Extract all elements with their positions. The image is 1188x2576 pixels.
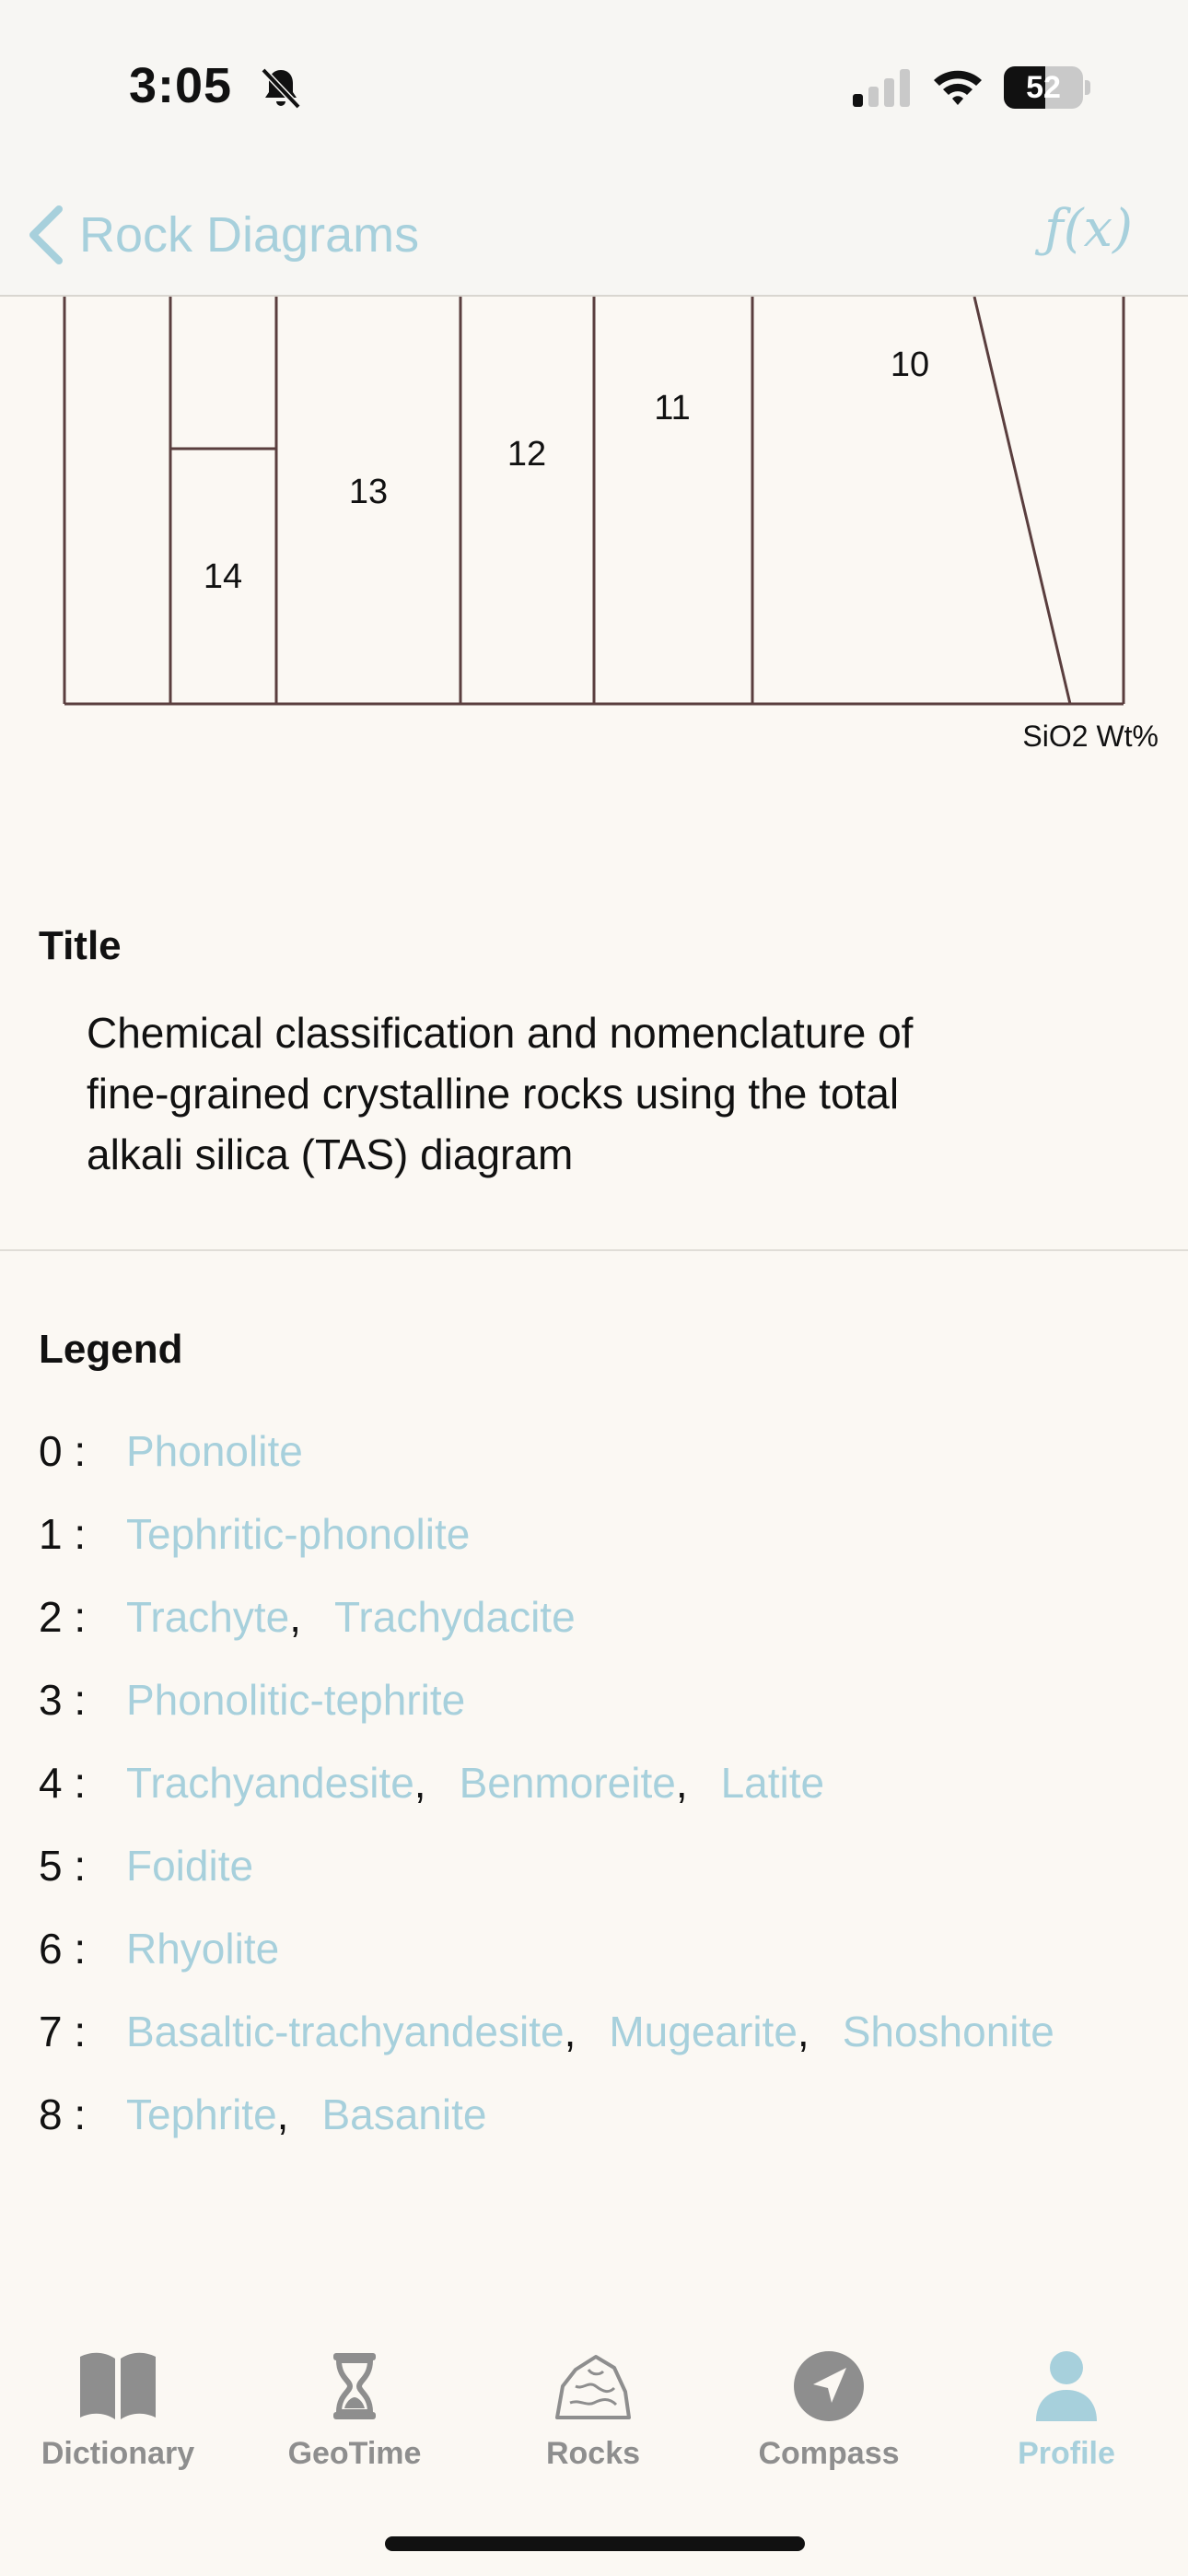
legend-row <box>39 1419 303 1483</box>
legend-rock-link[interactable]: Latite <box>720 1759 825 1807</box>
tas-diagram <box>0 297 1188 757</box>
legend-key: 3 : <box>39 1676 87 1724</box>
legend-key: 2 : <box>39 1593 87 1641</box>
wifi-icon <box>930 64 985 111</box>
legend-rock-link[interactable]: Phonolitic-tephrite <box>126 1676 466 1724</box>
legend-separator: , <box>289 1593 302 1641</box>
legend-row <box>39 1585 576 1649</box>
formula-button[interactable]: ƒ(x) <box>1043 199 1133 259</box>
title-line: Chemical classification and nomenclature of <box>87 1009 914 1057</box>
tab-compass[interactable] <box>728 2349 930 2506</box>
home-indicator[interactable] <box>385 2536 805 2551</box>
chevron-left-icon <box>26 204 68 266</box>
region-label-11: 11 <box>654 389 691 427</box>
legend-list <box>0 1400 1188 2156</box>
legend-key: 0 : <box>39 1427 87 1475</box>
title-line: alkali silica (TAS) diagram <box>87 1130 574 1178</box>
battery-indicator <box>1004 66 1089 109</box>
legend-row <box>39 1502 470 1566</box>
diagram-title-text <box>87 1002 1100 1185</box>
silent-bell-icon <box>258 64 304 111</box>
cellular-signal-icon <box>851 66 915 109</box>
tab-label: GeoTime <box>287 2436 422 2471</box>
legend-separator: , <box>675 1759 688 1807</box>
back-button[interactable] <box>26 203 419 267</box>
field-divider <box>974 297 1070 704</box>
legend-separator: , <box>564 2008 577 2055</box>
battery-percentage: 52 <box>1026 70 1061 105</box>
tab-geotime[interactable] <box>253 2349 456 2506</box>
book-icon <box>76 2349 159 2423</box>
legend-row <box>39 1668 465 1732</box>
legend-key: 4 : <box>39 1759 87 1807</box>
navigation-bar <box>0 175 1188 297</box>
rock-icon <box>552 2349 635 2423</box>
legend-rock-link[interactable]: Basaltic-trachyandesite <box>126 2008 565 2055</box>
region-label-13: 13 <box>348 473 389 511</box>
legend-row <box>39 1751 824 1815</box>
compass-icon <box>787 2349 870 2423</box>
legend-rock-link[interactable]: Foidite <box>126 1842 254 1890</box>
tab-label: Profile <box>1018 2436 1115 2471</box>
back-button-label: Rock Diagrams <box>79 207 420 263</box>
tab-label: Dictionary <box>41 2436 195 2471</box>
title-heading: Title <box>39 923 122 968</box>
legend-row <box>39 2082 486 2147</box>
legend-rock-link[interactable]: Shoshonite <box>842 2008 1054 2055</box>
status-time: 3:05 <box>129 58 233 113</box>
region-label-14: 14 <box>203 557 243 596</box>
legend-rock-link[interactable]: Trachyte <box>126 1593 290 1641</box>
tab-label: Compass <box>758 2436 900 2471</box>
title-line: fine-grained crystalline rocks using the total <box>87 1070 900 1118</box>
legend-rock-link[interactable]: Benmoreite <box>459 1759 676 1807</box>
legend-key: 5 : <box>39 1842 87 1890</box>
legend-rock-link[interactable]: Mugearite <box>609 2008 798 2055</box>
legend-heading: Legend <box>39 1327 183 1372</box>
legend-rock-link[interactable]: Tephritic-phonolite <box>126 1510 471 1558</box>
profile-icon <box>1025 2349 1108 2423</box>
legend-rock-link[interactable]: Trachydacite <box>334 1593 576 1641</box>
legend-separator: , <box>276 2090 289 2138</box>
legend-rock-link[interactable]: Basanite <box>321 2090 487 2138</box>
status-bar <box>0 0 1188 175</box>
legend-separator: , <box>413 1759 426 1807</box>
legend-rock-link[interactable]: Phonolite <box>126 1427 303 1475</box>
legend-row <box>39 1999 1054 2064</box>
tab-rocks[interactable] <box>492 2349 694 2506</box>
legend-key: 1 : <box>39 1510 87 1558</box>
region-label-12: 12 <box>507 435 547 474</box>
x-axis-label: SiO2 Wt% <box>1022 720 1159 753</box>
legend-key: 7 : <box>39 2008 87 2055</box>
legend-row <box>39 1916 279 1981</box>
section-divider <box>0 1249 1188 1251</box>
legend-rock-link[interactable]: Trachyandesite <box>126 1759 414 1807</box>
tab-dictionary[interactable] <box>17 2349 219 2506</box>
legend-separator: , <box>797 2008 809 2055</box>
legend-key: 8 : <box>39 2090 87 2138</box>
legend-rock-link[interactable]: Tephrite <box>126 2090 277 2138</box>
tab-label: Rocks <box>545 2436 641 2471</box>
tab-profile[interactable] <box>965 2349 1168 2506</box>
region-label-10: 10 <box>890 345 930 384</box>
legend-rock-link[interactable]: Rhyolite <box>126 1925 280 1973</box>
legend-row <box>39 1833 253 1898</box>
hourglass-icon <box>313 2349 396 2423</box>
legend-key: 6 : <box>39 1925 87 1973</box>
